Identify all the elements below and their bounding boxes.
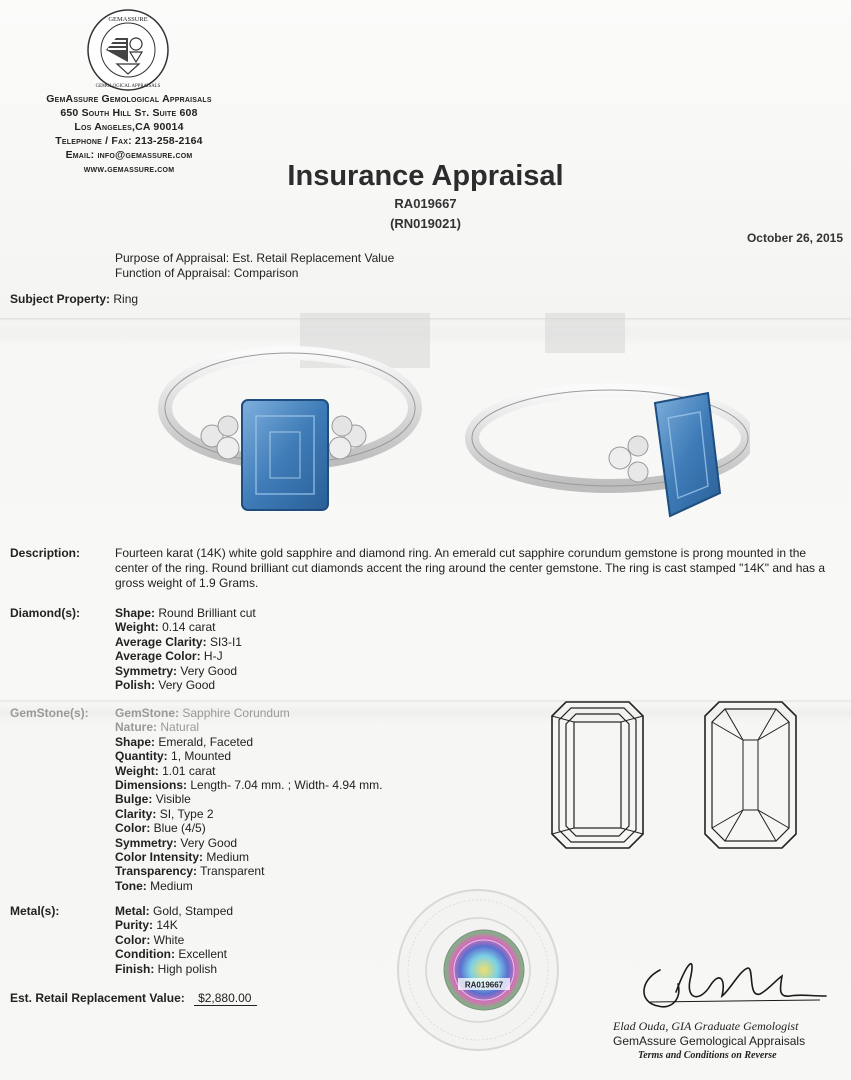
gemstone-color: Color: Blue (4/5) xyxy=(115,821,206,836)
seal-number: RA019667 xyxy=(464,980,504,990)
function-line: Function of Appraisal: Comparison xyxy=(115,266,299,280)
estimate-label: Est. Retail Replacement Value: xyxy=(10,991,185,1005)
subject-label: Subject Property: xyxy=(10,292,111,306)
embossed-seal xyxy=(396,888,560,1052)
metals-label: Metal(s): xyxy=(10,904,60,918)
purpose-line: Purpose of Appraisal: Est. Retail Replacement Value xyxy=(115,251,395,265)
company-street: 650 South Hill St. Suite 608 xyxy=(60,107,198,119)
appraisal-date: October 26, 2015 xyxy=(746,231,843,245)
gemstone-weight: Weight: 1.01 carat xyxy=(115,763,216,778)
company-website: www.gemassure.com xyxy=(83,163,175,175)
metal-finish: Finish: High polish xyxy=(115,961,218,976)
gemstone-symmetry: Symmetry: Very Good xyxy=(115,835,238,850)
emerald-cut-top-diagram xyxy=(550,700,645,850)
ring-photo xyxy=(150,308,750,528)
emerald-cut-pavilion-diagram xyxy=(703,700,798,850)
gemstone-shape: Shape: Emerald, Faceted xyxy=(115,734,254,749)
gemstone-quantity: Quantity: 1, Mounted xyxy=(115,749,232,764)
gemstone-bulge: Bulge: Visible xyxy=(115,792,191,807)
diamond-symmetry: Symmetry: Very Good xyxy=(115,663,238,678)
gemstone-tone: Tone: Medium xyxy=(115,878,193,893)
gemstones-label: GemStone(s): xyxy=(10,706,89,720)
gemstone-nature: Nature: Natural xyxy=(115,720,200,735)
diamond-shape: Shape: Round Brilliant cut xyxy=(115,606,256,620)
reference-secondary: (RN019021) xyxy=(390,216,461,231)
diamonds-label: Diamond(s): xyxy=(10,606,80,620)
gemstone-transparency: Transparency: Transparent xyxy=(115,864,265,879)
company-name: GemAssure Gemological Appraisals xyxy=(46,93,212,105)
signer-name: Elad Ouda, GIA Graduate Gemologist xyxy=(613,1019,799,1033)
gemstone-type: GemStone: Sapphire Corundum xyxy=(115,706,290,720)
subject-value: Ring xyxy=(113,292,139,306)
signature xyxy=(630,940,830,1020)
description-label: Description: xyxy=(10,546,81,560)
metal-type: Metal: Gold, Stamped xyxy=(115,904,234,918)
svg-text:GEMASSURE: GEMASSURE xyxy=(108,16,148,23)
description-text: Fourteen karat (14K) white gold sapphire and diamond ring. An emerald cut sapphire corundum gemstone is prong mounted in the center of the ring. Round brilliant cut diamonds accent the ring around the center gemstone. The ring is cast stamped "14K" and has a gross weight of 1.9 Grams. xyxy=(115,546,826,590)
company-email: Email: info@gemassure.com xyxy=(65,149,193,161)
metal-purity: Purity: 14K xyxy=(115,918,178,933)
company-city: Los Angeles,CA 90014 xyxy=(74,121,184,133)
metal-color: Color: White xyxy=(115,932,185,947)
gemstone-color-intensity: Color Intensity: Medium xyxy=(115,850,250,864)
purpose-block xyxy=(115,251,394,281)
estimated-value xyxy=(10,991,257,1005)
diamond-clarity: Average Clarity: SI3-I1 xyxy=(115,634,242,649)
estimate-value: $2,880.00 xyxy=(194,991,257,1006)
document-title: Insurance Appraisal xyxy=(287,160,564,192)
terms-note: Terms and Conditions on Reverse xyxy=(638,1050,777,1061)
metal-condition: Condition: Excellent xyxy=(115,947,228,962)
diamond-polish: Polish: Very Good xyxy=(115,678,216,692)
gemstone-dimensions: Dimensions: Length- 7.04 mm. ; Width- 4.94 mm. xyxy=(115,778,383,792)
diamond-color: Average Color: H-J xyxy=(115,649,223,664)
signer-firm: GemAssure Gemological Appraisals xyxy=(613,1034,806,1048)
svg-text:GEMOLOGICAL APPRAISALS: GEMOLOGICAL APPRAISALS xyxy=(95,84,161,89)
gemstone-clarity: Clarity: SI, Type 2 xyxy=(115,806,214,821)
reference-number: RA019667 xyxy=(394,196,457,211)
diamond-weight: Weight: 0.14 carat xyxy=(115,620,216,635)
subject-property xyxy=(10,292,138,306)
company-phone: Telephone / Fax: 213-258-2164 xyxy=(55,135,203,147)
gemassure-logo xyxy=(86,8,170,92)
